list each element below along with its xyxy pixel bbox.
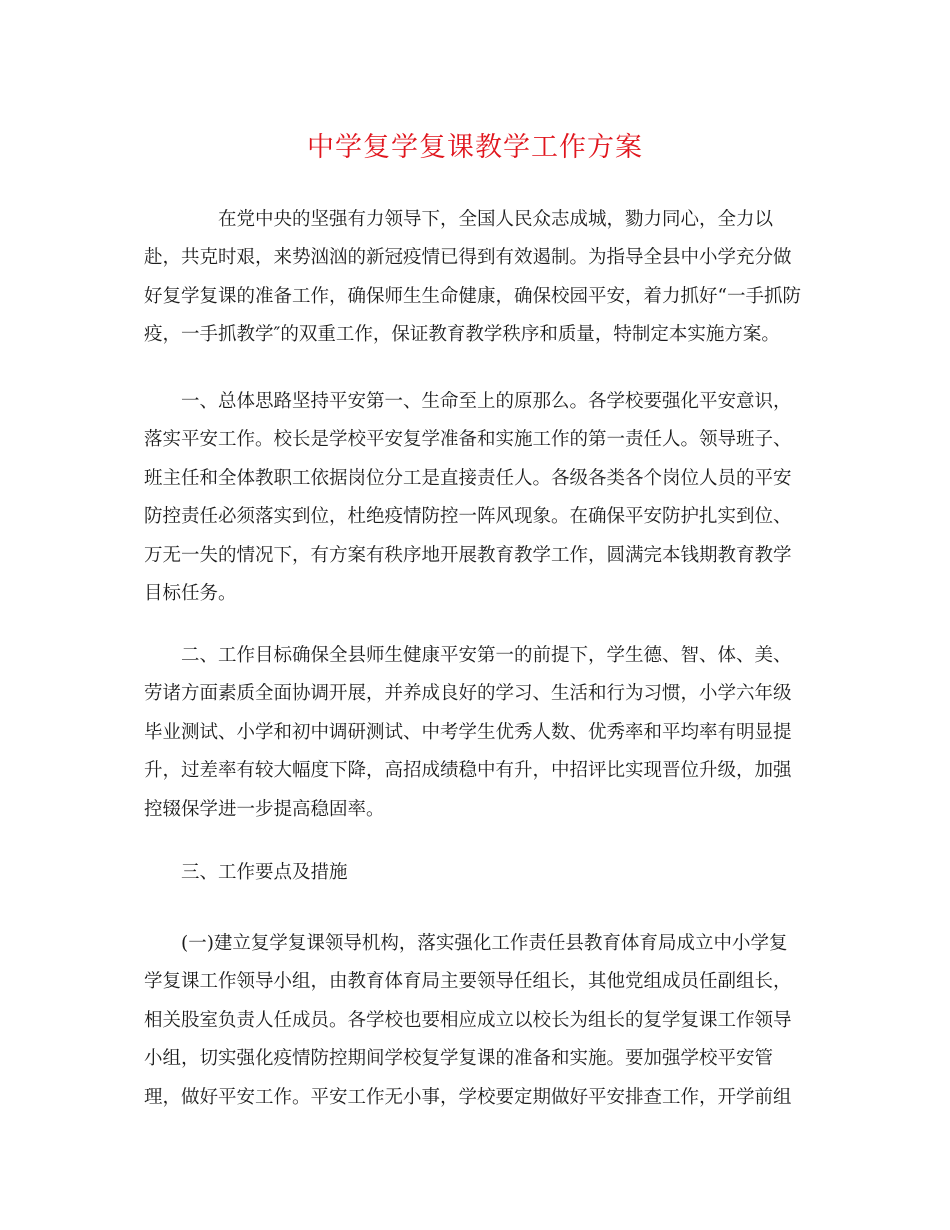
text-line: 劳诸方面素质全面协调开展，并养成良好的学习、生活和行为习惯，小学六年级 [144,683,792,705]
text-line: 在党中央的坚强有力领导下，全国人民众志成城，勠力同心，全力以 [144,209,774,230]
text-line: 班主任和全体教职工依据岗位分工是直接责任人。各级各类各个岗位人员的平安 [144,467,792,489]
text-line: 目标任务。 [144,583,237,605]
document-title: 中学复学复课教学工作方案 [307,132,643,163]
paragraph-section-3-1 [144,925,804,1117]
text-line: 升，过差率有较大幅度下降，高招成绩稳中有升，中招评比实现晋位升级，加强 [144,760,792,782]
paragraph-section-2 [144,637,804,829]
text-line: 防控责任必须落实到位，杜绝疫情防控一阵风现象。在确保平安防护扎实到位、 [144,506,792,528]
text-line: 控辍保学进一步提高稳固率。 [144,798,385,820]
section-heading: 三、工作要点及措施 [144,862,348,883]
text-line: 疫，一手抓教学″的双重工作，保证教育教学秩序和质量，特制定本实施方案。 [144,324,780,346]
text-line: 二、工作目标确保全县师生健康平安第一的前提下，学生德、智、体、美、 [144,645,792,666]
text-line: 学复课工作领导小组，由教育体育局主要领导任组长，其他党组成员任副组长， [144,971,792,993]
text-line: 小组，切实强化疫情防控期间学校复学复课的准备和实施。要加强学校平安管 [144,1048,774,1070]
text-line: 赴，共克时艰，来势汹汹的新冠疫情已得到有效遏制。为指导全县中小学充分做 [144,247,792,269]
text-line: 好复学复课的准备工作，确保师生生命健康，确保校园平安，着力抓好“一手抓防 [144,285,801,307]
paragraph-intro [144,201,804,355]
text-line: (一)建立复学复课领导机构，落实强化工作责任县教育体育局成立中小学复 [144,933,788,954]
text-line: 落实平安工作。校长是学校平安复学准备和实施工作的第一责任人。领导班子、 [144,429,792,451]
paragraph-section-1 [144,383,804,613]
text-line: 万无一失的情况下，有方案有秩序地开展教育教学工作，圆满完本钱期教育教学 [144,544,792,566]
text-line: 相关股室负责人任成员。各学校也要相应成立以校长为组长的复学复课工作领导 [144,1009,792,1031]
paragraph-section-3-heading [144,854,804,892]
text-line: 一、总体思路坚持平安第一、生命至上的原那么。各学校要强化平安意识， [144,391,792,412]
text-line: 理，做好平安工作。平安工作无小事，学校要定期做好平安排查工作，开学前组 [144,1086,792,1108]
text-line: 毕业测试、小学和初中调研测试、中考学生优秀人数、优秀率和平均率有明显提 [144,721,792,743]
